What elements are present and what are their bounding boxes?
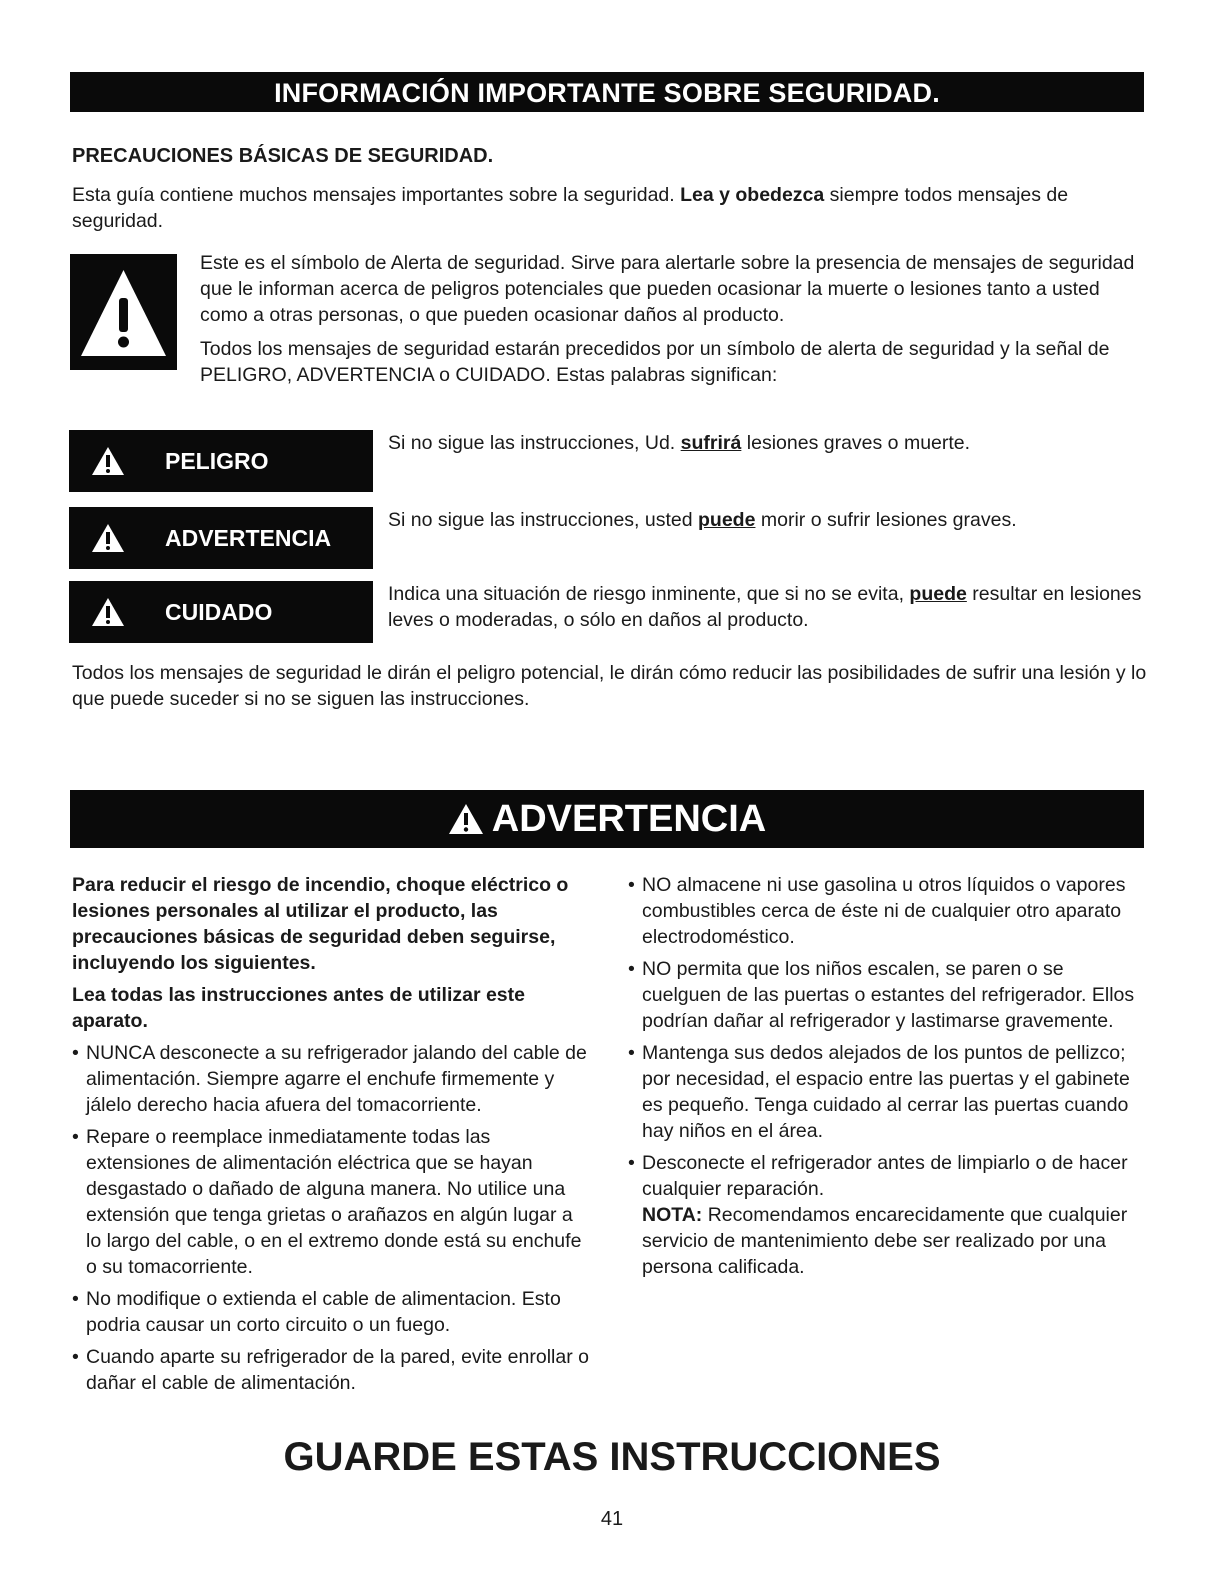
signal-desc-cuidado: Indica una situación de riesgo inminente, que si no se evita, puede resultar en lesiones leves o moderadas, o sólo en daños al producto.: [388, 583, 1142, 631]
warning-lead: Para reducir el riesgo de incendio, choque eléctrico o lesiones personales al utilizar el producto, las precauciones básicas de seguridad deben seguirse, incluyendo los siguientes.: [72, 874, 569, 974]
signal-peligro: [69, 430, 373, 492]
list-item: • Cuando aparte su refrigerador de la pared, evite enrollar o dañar el cable de alimentación.: [72, 1346, 589, 1394]
list-item: • No modifique o extienda el cable de alimentacion. Esto podria causar un corto circuito o un fuego.: [72, 1288, 561, 1336]
save-instructions-title: GUARDE ESTAS INSTRUCCIONES: [283, 1435, 941, 1479]
list-item: • NUNCA desconecte a su refrigerador jalando del cable de alimentación. Siempre agarre el enchufe firmemente y jálelo derecho hacia afuera del tomacorriente.: [72, 1042, 587, 1116]
list-item: • Desconecte el refrigerador antes de limpiarlo o de hacer cualquier reparación. NOTA: Recomendamos encarecidamente que cualquier servicio de mantenimiento debe ser realizado por una persona calificada.: [628, 1152, 1128, 1278]
warning-right-column: [628, 872, 1148, 1286]
list-item: • NO permita que los niños escalen, se paren o se cuelguen de las puertas o estantes del refrigerador. Ellos podrían dañar al refrigerador y lastimarse gravemente.: [628, 958, 1135, 1032]
warning-title: ADVERTENCIA: [491, 797, 767, 840]
symbol-description: [200, 250, 1150, 396]
warning-header: [70, 790, 1144, 848]
warning-left-column: [72, 872, 592, 1402]
warning-triangle-icon: [448, 803, 484, 835]
note-text: Recomendamos encarecidamente que cualquier servicio de mantenimiento debe ser realizado por una persona calificada.: [642, 1204, 1128, 1278]
warning-triangle-icon: [91, 446, 125, 476]
signal-word: CUIDADO: [165, 599, 273, 625]
intro-paragraph: Esta guía contiene muchos mensajes importantes sobre la seguridad. Lea y obedezca siempre todos mensajes de seguridad.: [72, 184, 1069, 232]
safety-info-header: INFORMACIÓN IMPORTANTE SOBRE SEGURIDAD.: [70, 72, 1144, 112]
signal-desc-advertencia: Si no sigue las instrucciones, usted puede morir o sufrir lesiones graves.: [388, 509, 1017, 531]
list-item: • Mantenga sus dedos alejados de los puntos de pellizco; por necesidad, el espacio entre las puertas y el gabinete es pequeño. Tenga cuidado al cerrar las puertas cuando hay niños en el área.: [628, 1042, 1130, 1142]
signal-desc-peligro: Si no sigue las instrucciones, Ud. sufrirá lesiones graves o muerte.: [388, 432, 971, 454]
all-messages-paragraph: Todos los mensajes de seguridad le dirán el peligro potencial, le dirán cómo reducir las posibilidades de sufrir una lesión y lo que puede suceder si no se siguen las instrucciones.: [72, 662, 1147, 710]
signal-cuidado: [69, 581, 373, 643]
list-item: • Repare o reemplace inmediatamente todas las extensiones de alimentación eléctrica que se hayan desgastado o dañado de alguna manera. No utilice una extensión que tenga grietas o arañazos en algún lugar a lo largo del cable, o en el extremo donde está su enchufe o su tomacorriente.: [72, 1126, 582, 1278]
symbol-paragraph-2: Todos los mensajes de seguridad estarán precedidos por un símbolo de alerta de seguridad y la señal de PELIGRO, ADVERTENCIA o CUIDADO. Estas palabras significan:: [200, 338, 1110, 386]
warning-read-instructions: Lea todas las instrucciones antes de utilizar este aparato.: [72, 984, 525, 1032]
warning-triangle-icon: [70, 254, 177, 370]
signal-advertencia: [69, 507, 373, 569]
note-label: NOTA:: [642, 1204, 703, 1226]
signal-word: ADVERTENCIA: [165, 525, 332, 551]
signal-word: PELIGRO: [165, 448, 269, 474]
list-item: • NO almacene ni use gasolina u otros líquidos o vapores combustibles cerca de éste ni de cualquier otro aparato electrodoméstico.: [628, 874, 1126, 948]
page-number: 41: [600, 1508, 624, 1530]
warning-triangle-icon: [91, 597, 125, 627]
symbol-paragraph-1: Este es el símbolo de Alerta de seguridad. Sirve para alertarle sobre la presencia de mensajes de seguridad que le informan acerca de peligros potenciales que pueden ocasionar la muerte o lesiones tanto a usted como a otras personas, o que pueden ocasionar daños al producto.: [200, 252, 1135, 326]
warning-triangle-icon: [91, 523, 125, 553]
basic-precautions-heading: PRECAUCIONES BÁSICAS DE SEGURIDAD.: [72, 145, 494, 167]
